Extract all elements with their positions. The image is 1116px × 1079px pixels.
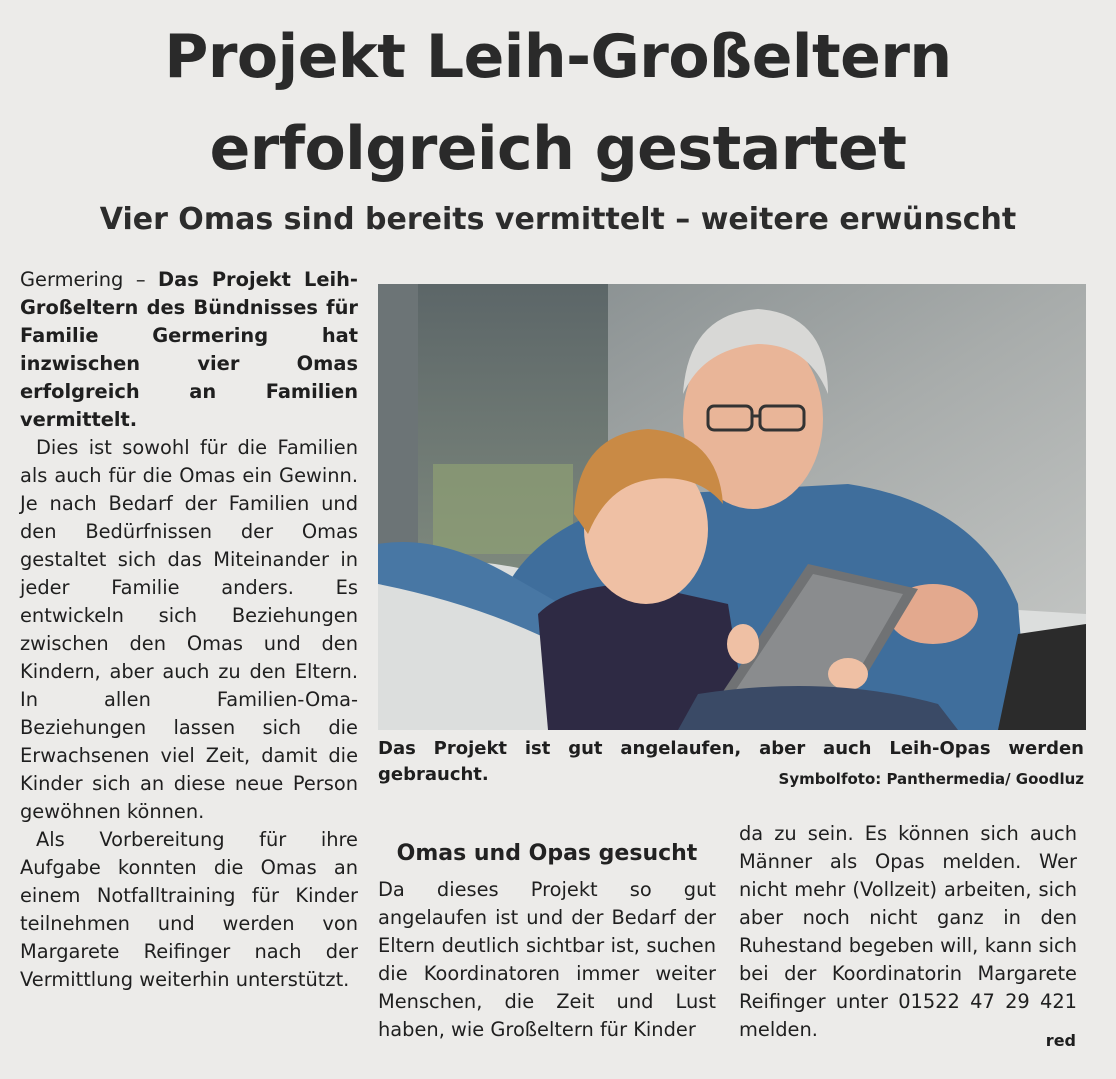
body-paragraph-1: Dies ist sowohl für die Familien als auch für die Omas ein Gewinn. Je nach Bedarf der Familien und den Bedürfnissen der Omas gestaltet sich das Miteinander in jeder Familie anders. Es entwickeln sich Beziehungen zwischen den Omas und den Kindern, aber auch zu den Eltern. In allen Familien-Oma-Beziehungen lassen sich die Erwachsenen viel Zeit, damit die Kinder sich an diese neue Person gewöhnen können. xyxy=(20,436,358,823)
lead-text: Das Projekt Leih-Großeltern des Bündnisses für Familie Germering hat inzwischen vier Omas erfolgreich an Familien vermittelt. xyxy=(20,268,358,431)
body-paragraph-3: Da dieses Projekt so gut angelaufen ist und der Bedarf der Eltern deutlich sichtbar ist, suchen die Koordinatoren immer weiter Menschen, die Zeit und Lust haben, wie Großeltern für Kinder xyxy=(378,878,716,1041)
grandpa-child-tablet-photo xyxy=(378,284,1086,730)
article-column-2 xyxy=(378,876,716,1044)
body-paragraph-3-continued: da zu sein. Es können sich auch Männer als Opas melden. Wer nicht mehr (Vollzeit) arbeiten, sich aber noch nicht ganz in den Ruhestand begeben will, kann sich bei der Koordinatorin Margarete Reifinger unter 01522 47 29 421 melden. xyxy=(739,822,1077,1041)
subheadline: Vier Omas sind bereits vermittelt – weitere erwünscht xyxy=(99,202,1017,237)
author-byline: red xyxy=(1045,1031,1076,1050)
article-column-3 xyxy=(739,820,1077,1044)
section-heading: Omas und Opas gesucht xyxy=(396,841,698,866)
photo-caption: Das Projekt ist gut angelaufen, aber auch Leih-Opas werden gebraucht. xyxy=(378,738,1084,785)
article-photo xyxy=(378,284,1086,730)
photo-credit: Symbolfoto: Panthermedia/ Goodluz xyxy=(778,770,1084,788)
headline-line-1: Projekt Leih-Großeltern xyxy=(164,22,952,92)
body-paragraph-2: Als Vorbereitung für ihre Aufgabe konnten die Omas an einem Notfalltraining für Kinder teilnehmen und werden von Margarete Reifinger nach der Vermittlung weiterhin unterstützt. xyxy=(20,828,358,991)
article-column-1 xyxy=(20,266,358,994)
headline-line-2: erfolgreich gestartet xyxy=(209,114,907,184)
dateline: Germering – xyxy=(20,268,146,291)
lead-paragraph xyxy=(20,266,358,434)
